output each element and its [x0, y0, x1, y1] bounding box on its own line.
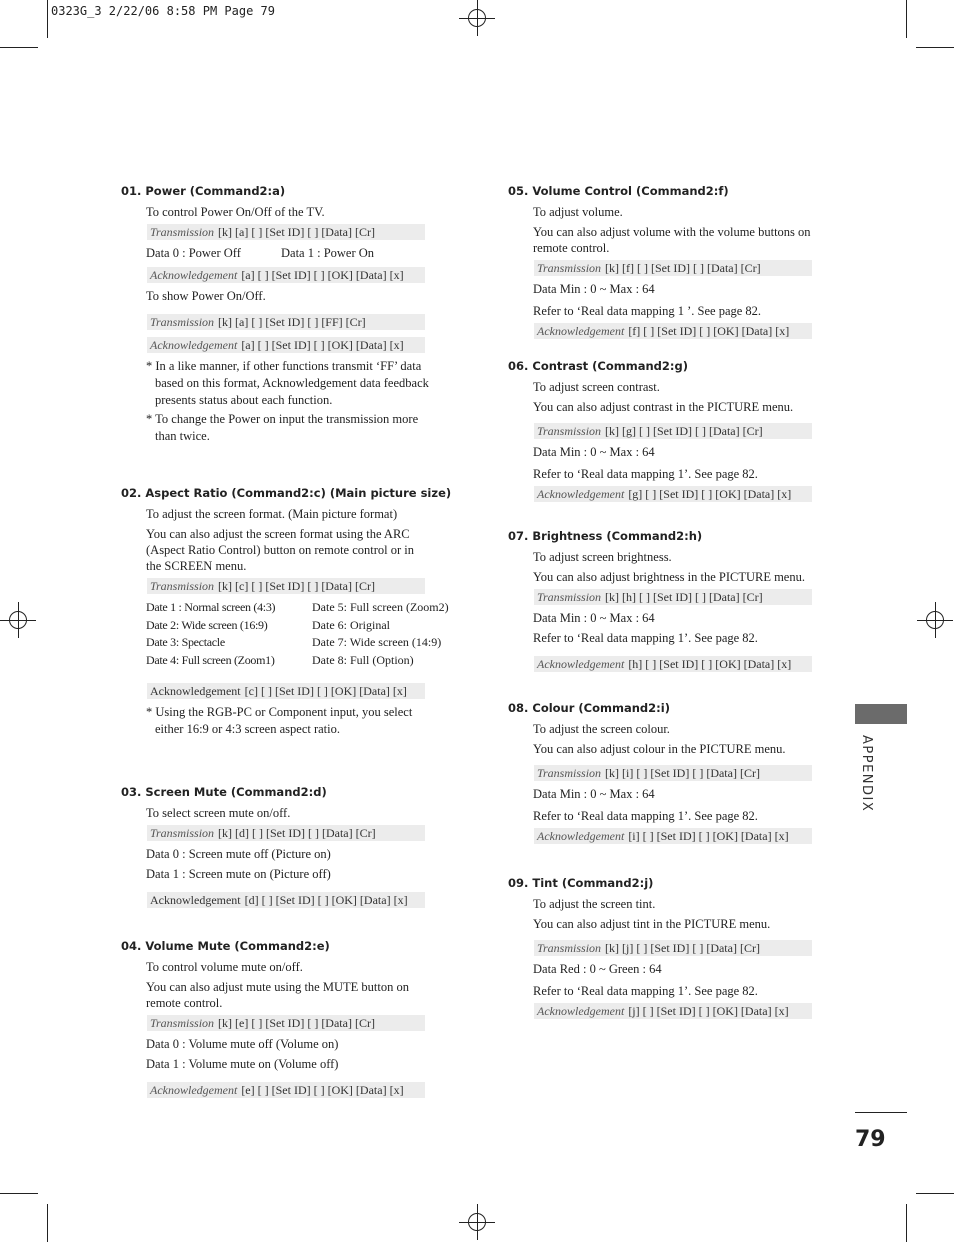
print-slug: 0323G_3 2/22/06 8:58 PM Page 79	[51, 4, 275, 18]
registration-mark-top	[459, 0, 495, 36]
crop-mark	[0, 47, 38, 48]
section-title: 03. Screen Mute (Command2:d)	[121, 785, 327, 799]
refer-note: Refer to ‘Real data mapping 1 ’. See page 82.	[533, 304, 762, 318]
sidebar-tab-bar	[855, 704, 907, 724]
section-desc-2: You can also adjust volume with the volume buttons on remote control.	[533, 225, 811, 255]
date-options: Date 1 : Normal screen (4:3) Date 5: Full screen (Zoom2) Date 2: Wide screen (16:9) Date 6: Original Date 3: Spectacle Date 7: Wide screen (14:9) Date 4: Full screen (Zoom1) Date 8: Full (Option)	[146, 600, 449, 667]
section-desc: To control volume mute on/off.	[146, 960, 303, 974]
note: * In a like manner, if other functions transmit ‘FF’ data based on this format, Acknowledgement data feedback presents status about each function.	[146, 359, 429, 407]
section-screen-mute	[121, 785, 451, 913]
transmission-box: Transmission [k] [c] [ ] [Set ID] [ ] [Data] [Cr]	[147, 578, 425, 594]
acknowledgement-box: Acknowledgement [h] [ ] [Set ID] [ ] [OK] [Data] [x]	[534, 656, 812, 672]
transmission-box: Transmission [k] [i] [ ] [Set ID] [ ] [Data] [Cr]	[534, 765, 812, 781]
acknowledgement-box: Acknowledgement [g] [ ] [Set ID] [ ] [OK] [Data] [x]	[534, 486, 812, 502]
section-brightness	[508, 529, 838, 677]
note-list	[121, 358, 436, 445]
transmission-box: Transmission [k] [e] [ ] [Set ID] [ ] [Data] [Cr]	[147, 1015, 425, 1031]
acknowledgement-box: Acknowledgement [c] [ ] [Set ID] [ ] [OK] [Data] [x]	[147, 683, 425, 699]
note: * Using the RGB-PC or Component input, you select either 16:9 or 4:3 screen aspect ratio.	[146, 705, 413, 736]
data-value: Data 0 : Screen mute off (Picture on)	[146, 847, 331, 861]
section-desc: To adjust volume.	[533, 205, 623, 219]
acknowledgement-box: Acknowledgement [f] [ ] [Set ID] [ ] [OK] [Data] [x]	[534, 323, 812, 339]
section-title: 04. Volume Mute (Command2:e)	[121, 939, 330, 953]
section-desc: To adjust screen brightness.	[533, 550, 672, 564]
section-tint	[508, 876, 838, 1024]
data-range: Data Red : 0 ~ Green : 64	[533, 962, 662, 976]
transmission-box: Transmission [k] [g] [ ] [Set ID] [ ] [Data] [Cr]	[534, 423, 812, 439]
transmission-box: Transmission [k] [f] [ ] [Set ID] [ ] [Data] [Cr]	[534, 260, 812, 276]
section-title: 08. Colour (Command2:i)	[508, 701, 670, 715]
crop-mark	[0, 1193, 38, 1194]
transmission-box: Transmission [k] [j] [ ] [Set ID] [ ] [Data] [Cr]	[534, 940, 812, 956]
section-volume-control	[508, 184, 838, 344]
section-desc-2: You can also adjust mute using the MUTE button on remote control.	[146, 980, 409, 1010]
registration-mark-right	[917, 602, 953, 638]
section-desc: To adjust screen contrast.	[533, 380, 660, 394]
acknowledgement-box: Acknowledgement [i] [ ] [Set ID] [ ] [OK] [Data] [x]	[534, 828, 812, 844]
data-value: Data 1 : Screen mute on (Picture off)	[146, 867, 331, 881]
section-title: 06. Contrast (Command2:g)	[508, 359, 689, 373]
data-range: Data Min : 0 ~ Max : 64	[533, 611, 655, 625]
transmission-box: Transmission [k] [d] [ ] [Set ID] [ ] [Data] [Cr]	[147, 825, 425, 841]
refer-note: Refer to ‘Real data mapping 1’. See page 82.	[533, 631, 758, 645]
section-colour	[508, 701, 838, 849]
data-value: Data 0 : Volume mute off (Volume on)	[146, 1037, 339, 1051]
section-desc-2: You can also adjust contrast in the PICTURE menu.	[533, 400, 794, 414]
data-range: Data Min : 0 ~ Max : 64	[533, 282, 655, 296]
section-desc-2: You can also adjust tint in the PICTURE menu.	[533, 917, 771, 931]
section-volume-mute	[121, 939, 451, 1103]
data-range: Data Min : 0 ~ Max : 64	[533, 787, 655, 801]
section-title: 01. Power (Command2:a)	[121, 184, 286, 198]
section-aspect-ratio	[121, 486, 461, 742]
transmission-box: Transmission [k] [a] [ ] [Set ID] [ ] [Data] [Cr]	[147, 224, 425, 240]
crop-mark	[47, 0, 48, 38]
acknowledgement-box: Acknowledgement [a] [ ] [Set ID] [ ] [OK] [Data] [x]	[147, 267, 425, 283]
section-contrast	[508, 359, 838, 507]
section-desc: To adjust the screen format. (Main picture format)	[146, 507, 398, 521]
registration-mark-left	[0, 602, 36, 638]
sidebar-label: APPENDIX	[859, 735, 874, 813]
section-title: 02. Aspect Ratio (Command2:c) (Main picture size)	[121, 486, 452, 500]
section-desc: To adjust the screen tint.	[533, 897, 656, 911]
acknowledgement-box: Acknowledgement [j] [ ] [Set ID] [ ] [OK] [Data] [x]	[534, 1003, 812, 1019]
crop-mark	[906, 0, 907, 38]
acknowledgement-box: Acknowledgement [a] [ ] [Set ID] [ ] [OK] [Data] [x]	[147, 337, 425, 353]
crop-mark	[906, 1204, 907, 1242]
section-desc-2: You can also adjust the screen format using the ARC (Aspect Ratio Control) button on remote control or in the SCREEN menu.	[146, 527, 415, 573]
note: * To change the Power on input the transmission more than twice.	[146, 412, 419, 443]
section-title: 07. Brightness (Command2:h)	[508, 529, 703, 543]
section-title: 09. Tint (Command2:j)	[508, 876, 654, 890]
data-values: Data 0 : Power Off Data 1 : Power On	[146, 246, 375, 260]
section-desc-2: You can also adjust brightness in the PICTURE menu.	[533, 570, 805, 584]
transmission-box: Transmission [k] [a] [ ] [Set ID] [ ] [FF] [Cr]	[147, 314, 425, 330]
section-desc-2: To show Power On/Off.	[146, 289, 266, 303]
section-desc: To select screen mute on/off.	[146, 806, 291, 820]
section-desc: To adjust the screen colour.	[533, 722, 670, 736]
page-number-rule	[855, 1112, 907, 1113]
page-number: 79	[855, 1127, 886, 1152]
data-range: Data Min : 0 ~ Max : 64	[533, 445, 655, 459]
refer-note: Refer to ‘Real data mapping 1’. See page 82.	[533, 809, 758, 823]
crop-mark	[916, 47, 954, 48]
crop-mark	[47, 1204, 48, 1242]
refer-note: Refer to ‘Real data mapping 1’. See page 82.	[533, 467, 758, 481]
acknowledgement-box: Acknowledgement [d] [ ] [Set ID] [ ] [OK] [Data] [x]	[147, 892, 425, 908]
crop-mark	[916, 1193, 954, 1194]
section-desc-2: You can also adjust colour in the PICTURE menu.	[533, 742, 786, 756]
data-value: Data 1 : Volume mute on (Volume off)	[146, 1057, 339, 1071]
refer-note: Refer to ‘Real data mapping 1’. See page 82.	[533, 984, 758, 998]
section-title: 05. Volume Control (Command2:f)	[508, 184, 729, 198]
section-power	[121, 184, 451, 449]
acknowledgement-box: Acknowledgement [e] [ ] [Set ID] [ ] [OK] [Data] [x]	[147, 1082, 425, 1098]
section-desc: To control Power On/Off of the TV.	[146, 205, 325, 219]
registration-mark-bottom	[459, 1204, 495, 1240]
transmission-box: Transmission [k] [h] [ ] [Set ID] [ ] [Data] [Cr]	[534, 589, 812, 605]
